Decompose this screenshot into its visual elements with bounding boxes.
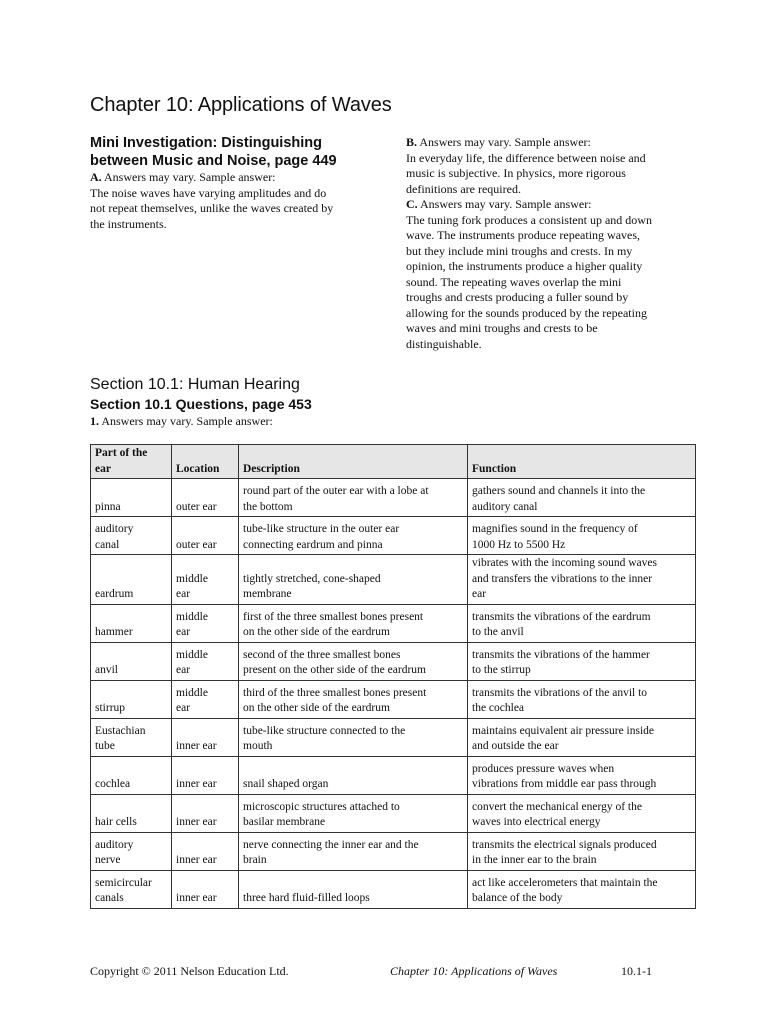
- part-cell: [91, 604, 172, 642]
- location-cell: [172, 832, 239, 870]
- footer-page-number: 10.1-1: [621, 964, 652, 978]
- cell-line: convert the mechanical energy of the: [472, 800, 642, 813]
- answer-a-intro-text: Answers may vary. Sample answer:: [101, 170, 276, 184]
- answer-a-line: The noise waves have varying amplitudes and do: [90, 185, 327, 200]
- cell-line: maintains equivalent air pressure inside: [472, 724, 655, 737]
- answer-a-intro: [90, 170, 372, 186]
- function-cell: [468, 680, 696, 718]
- footer-chapter: Chapter 10: Applications of Waves: [390, 964, 558, 978]
- cell-line: canal: [95, 538, 120, 551]
- column-header-line: Location: [176, 462, 220, 475]
- table-row: [91, 642, 696, 680]
- cell-line: eardrum: [95, 588, 134, 600]
- description-cell: [239, 555, 468, 605]
- location-cell: [172, 718, 239, 756]
- cell-line: balance of the body: [472, 892, 563, 904]
- cell-line: basilar membrane: [243, 816, 326, 828]
- function-cell: [468, 718, 696, 756]
- column-header-location: [172, 445, 239, 479]
- answer-c-line: opinion, the instruments produce a higher quality: [406, 259, 643, 273]
- cell-line: auditory: [95, 523, 134, 535]
- cell-line: auditory: [95, 838, 134, 851]
- function-cell: [468, 517, 696, 555]
- column-header-part-of-the-ear: [91, 445, 172, 479]
- cell-line: third of the three smallest bones present: [243, 686, 427, 699]
- cell-line: middle: [176, 610, 208, 623]
- answer-c-line: but they include mini troughs and crests. In my: [406, 243, 633, 258]
- cell-line: to the stirrup: [472, 664, 531, 676]
- question-1-intro: [90, 414, 273, 430]
- cell-line: first of the three smallest bones present: [243, 610, 424, 623]
- cell-line: round part of the outer ear with a lobe at: [243, 485, 429, 497]
- answer-b-line: In everyday life, the difference between noise and: [406, 150, 646, 165]
- mini-investigation-heading-line2: between Music and Noise, page 449: [90, 153, 337, 169]
- answer-c-line: The tuning fork produces a consistent up and down: [406, 212, 652, 227]
- cell-line: and outside the ear: [472, 740, 559, 752]
- cell-line: connecting eardrum and pinna: [243, 538, 383, 551]
- table-row: [91, 555, 696, 605]
- cell-line: membrane: [243, 588, 292, 600]
- table-row: [91, 756, 696, 794]
- description-cell: [239, 756, 468, 794]
- location-cell: [172, 604, 239, 642]
- cell-line: second of the three smallest bones: [243, 648, 401, 661]
- cell-line: and transfers the vibrations to the inner: [472, 572, 653, 585]
- cell-line: inner ear: [176, 816, 217, 828]
- answer-a-line: not repeat themselves, unlike the waves created by: [90, 201, 334, 215]
- ear-parts-table-body: [91, 479, 696, 909]
- cell-line: vibrates with the incoming sound waves: [472, 557, 657, 569]
- question-1-intro-text: Answers may vary. Sample answer:: [99, 414, 273, 428]
- cell-line: three hard fluid-filled loops: [243, 892, 370, 904]
- part-cell: [91, 870, 172, 908]
- part-cell: [91, 756, 172, 794]
- section-subtitle: Section 10.1 Questions, page 453: [90, 396, 312, 412]
- part-cell: [91, 718, 172, 756]
- cell-line: 1000 Hz to 5500 Hz: [472, 538, 566, 551]
- cell-line: magnifies sound in the frequency of: [472, 523, 638, 535]
- function-cell: [468, 604, 696, 642]
- cell-line: cochlea: [95, 778, 131, 790]
- cell-line: middle: [176, 686, 208, 699]
- cell-line: auditory canal: [472, 500, 538, 513]
- column-header-line: Description: [243, 462, 300, 475]
- cell-line: on the other side of the eardrum: [243, 702, 390, 714]
- cell-line: nerve connecting the inner ear and the: [243, 838, 419, 851]
- table-header-row: [91, 445, 696, 479]
- cell-line: to the anvil: [472, 626, 524, 638]
- answer-c-line: troughs and crests producing a fuller sound by: [406, 290, 629, 304]
- table-row: [91, 832, 696, 870]
- part-cell: [91, 642, 172, 680]
- cell-line: anvil: [95, 664, 118, 676]
- cell-line: middle: [176, 648, 208, 661]
- answer-b-intro-text: Answers may vary. Sample answer:: [417, 135, 591, 149]
- function-cell: [468, 794, 696, 832]
- cell-line: transmits the vibrations of the hammer: [472, 648, 650, 661]
- part-cell: [91, 794, 172, 832]
- answer-c-line: allowing for the sounds produced by the repeating: [406, 305, 647, 320]
- cell-line: tube-like structure connected to the: [243, 724, 406, 737]
- mini-investigation-right-column: [406, 135, 684, 352]
- location-cell: [172, 517, 239, 555]
- answer-c-line: wave. The instruments produce repeating waves,: [406, 228, 641, 242]
- part-cell: [91, 555, 172, 605]
- column-header-line: ear: [95, 462, 111, 475]
- table-row: [91, 794, 696, 832]
- cell-line: ear: [472, 588, 487, 600]
- cell-line: tightly stretched, cone-shaped: [243, 572, 381, 585]
- description-cell: [239, 642, 468, 680]
- part-cell: [91, 479, 172, 517]
- description-cell: [239, 870, 468, 908]
- cell-line: transmits the electrical signals produced: [472, 838, 657, 851]
- description-cell: [239, 680, 468, 718]
- mini-investigation-heading: [90, 134, 372, 170]
- cell-line: transmits the vibrations of the eardrum: [472, 610, 651, 623]
- cell-line: ear: [176, 626, 191, 638]
- cell-line: inner ear: [176, 740, 217, 752]
- answer-c-line: waves and mini troughs and crests to be: [406, 321, 598, 335]
- cell-line: present on the other side of the eardrum: [243, 664, 426, 676]
- cell-line: Eustachian: [95, 724, 146, 737]
- cell-line: canals: [95, 892, 124, 904]
- part-cell: [91, 680, 172, 718]
- cell-line: snail shaped organ: [243, 778, 329, 790]
- cell-line: gathers sound and channels it into the: [472, 485, 646, 497]
- location-cell: [172, 680, 239, 718]
- cell-line: act like accelerometers that maintain the: [472, 876, 658, 889]
- cell-line: ear: [176, 664, 191, 676]
- answer-a-text: [90, 186, 372, 233]
- cell-line: hammer: [95, 626, 133, 638]
- cell-line: outer ear: [176, 500, 217, 513]
- ear-parts-table-header: [91, 445, 696, 479]
- answer-b-text: [406, 151, 684, 198]
- table-row: [91, 680, 696, 718]
- answer-b-label: B.: [406, 135, 418, 149]
- cell-line: tube: [95, 740, 115, 752]
- answer-c-line: sound. The repeating waves overlap the mini: [406, 274, 622, 289]
- column-header-line: Function: [472, 462, 517, 475]
- table-row: [91, 870, 696, 908]
- location-cell: [172, 870, 239, 908]
- cell-line: in the inner ear to the brain: [472, 854, 597, 866]
- answer-c-label: C.: [406, 197, 418, 211]
- cell-line: pinna: [95, 500, 121, 513]
- description-cell: [239, 718, 468, 756]
- footer-copyright: Copyright © 2011 Nelson Education Ltd.: [90, 964, 289, 978]
- function-cell: [468, 756, 696, 794]
- table-row: [91, 604, 696, 642]
- answer-b-intro: [406, 135, 684, 151]
- description-cell: [239, 794, 468, 832]
- cell-line: produces pressure waves when: [472, 762, 615, 775]
- cell-line: middle: [176, 572, 208, 585]
- answer-a-label: A.: [90, 170, 102, 184]
- answer-c-intro-text: Answers may vary. Sample answer:: [417, 197, 592, 211]
- table-row: [91, 718, 696, 756]
- table-row: [91, 479, 696, 517]
- answer-c-intro: [406, 197, 684, 213]
- cell-line: the cochlea: [472, 702, 525, 714]
- location-cell: [172, 555, 239, 605]
- description-cell: [239, 517, 468, 555]
- cell-line: on the other side of the eardrum: [243, 626, 390, 638]
- answer-c-line: distinguishable.: [406, 336, 482, 351]
- function-cell: [468, 642, 696, 680]
- cell-line: hair cells: [95, 816, 137, 828]
- answer-b-line: definitions are required.: [406, 181, 521, 196]
- part-cell: [91, 517, 172, 555]
- table-row: [91, 517, 696, 555]
- section-title: Section 10.1: Human Hearing: [90, 376, 300, 393]
- function-cell: [468, 555, 696, 605]
- cell-line: tube-like structure in the outer ear: [243, 523, 400, 535]
- mini-investigation-left-column: [90, 134, 372, 232]
- function-cell: [468, 832, 696, 870]
- cell-line: vibrations from middle ear pass through: [472, 778, 657, 790]
- ear-parts-table: [90, 444, 696, 909]
- cell-line: the bottom: [243, 500, 293, 513]
- function-cell: [468, 870, 696, 908]
- location-cell: [172, 756, 239, 794]
- cell-line: inner ear: [176, 892, 217, 904]
- cell-line: nerve: [95, 854, 121, 866]
- cell-line: mouth: [243, 740, 273, 752]
- answer-c-text: [406, 213, 684, 353]
- chapter-title: Chapter 10: Applications of Waves: [90, 94, 392, 116]
- cell-line: waves into electrical energy: [472, 816, 601, 828]
- cell-line: ear: [176, 588, 191, 600]
- column-header-description: [239, 445, 468, 479]
- column-header-line: Part of the: [95, 447, 148, 459]
- cell-line: microscopic structures attached to: [243, 800, 400, 813]
- column-header-function: [468, 445, 696, 479]
- description-cell: [239, 832, 468, 870]
- cell-line: stirrup: [95, 702, 126, 714]
- location-cell: [172, 794, 239, 832]
- function-cell: [468, 479, 696, 517]
- cell-line: brain: [243, 854, 267, 866]
- part-cell: [91, 832, 172, 870]
- question-1-label: 1.: [90, 414, 99, 428]
- description-cell: [239, 479, 468, 517]
- answer-b-line: music is subjective. In physics, more rigorous: [406, 166, 626, 180]
- mini-investigation-heading-line1: Mini Investigation: Distinguishing: [90, 135, 322, 151]
- cell-line: semicircular: [95, 876, 152, 889]
- cell-line: inner ear: [176, 854, 217, 866]
- cell-line: outer ear: [176, 538, 217, 551]
- answer-a-line: the instruments.: [90, 216, 167, 231]
- description-cell: [239, 604, 468, 642]
- location-cell: [172, 479, 239, 517]
- cell-line: transmits the vibrations of the anvil to: [472, 686, 648, 699]
- location-cell: [172, 642, 239, 680]
- cell-line: inner ear: [176, 778, 217, 790]
- cell-line: ear: [176, 702, 191, 714]
